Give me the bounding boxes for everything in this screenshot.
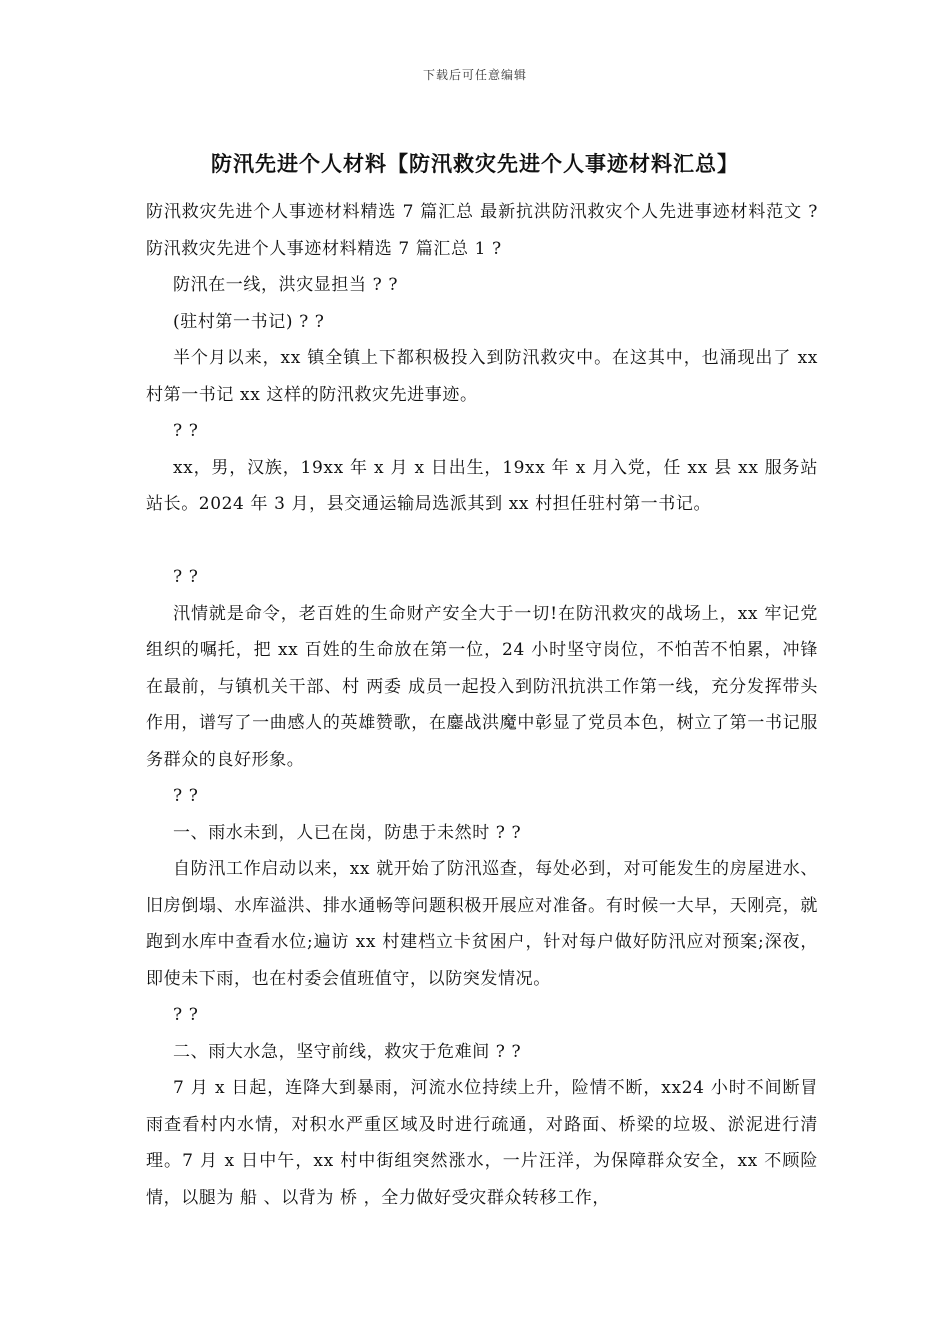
placeholder-line: ? ? (173, 1005, 199, 1025)
role-line: (驻村第一书记) ? ? (173, 311, 325, 332)
body-paragraph: 7 月 x 日起，连降大到暴雨，河流水位持续上升，险情不断，xx24 小时不间断冒雨查看村内水情，对积水严重区域及时进行疏通，对路面、桥梁的垃圾、淤泥进行清理。7 月 x 日中午，xx 村中街组突然涨水，一片汪洋，为保障群众安全，xx 不顾险情，以腿为 船 、以背为 桥 ，全力做好受灾群众转移工作， (146, 1078, 818, 1208)
placeholder-line: ? ? (173, 567, 199, 587)
blank-line (146, 523, 818, 560)
body-paragraph: 半个月以来，xx 镇全镇上下都积极投入到防汛救灾中。在这其中，也涌现出了 xx 村第一书记 xx 这样的防汛救灾先进事迹。 (146, 348, 818, 405)
body-paragraph: 自防汛工作启动以来，xx 就开始了防汛巡查，每处必到，对可能发生的房屋进水、旧房倒塌、水库溢洪、排水通畅等问题积极开展应对准备。有时候一大早，天刚亮，就跑到水库中查看水位;遍访 xx 村建档立卡贫困户，针对每户做好防汛应对预案;深夜，即使未下雨，也在村委会值班值守，以防突发情况。 (146, 859, 818, 989)
header-note: 下载后可任意编辑 (422, 68, 527, 82)
placeholder-line: ? ? (173, 421, 199, 441)
subtitle-line: 防汛在一线，洪灾显担当 ? ? (173, 275, 399, 295)
body-paragraph: xx，男，汉族，19xx 年 x 月 x 日出生，19xx 年 x 月入党，任 xx 县 xx 服务站站长。2024 年 3 月，县交通运输局选派其到 xx 村担任驻村第一书记。 (146, 457, 818, 514)
section-heading: 二、雨大水急，坚守前线，救灾于危难间 ? ? (173, 1041, 522, 1062)
placeholder-line: ? ? (173, 786, 199, 806)
document-title: 防汛先进个人材料【防汛救灾先进个人事迹材料汇总】 (211, 151, 739, 176)
section-heading: 一、雨水未到，人已在岗，防患于未然时 ? ? (173, 822, 522, 843)
document-body (146, 194, 818, 1216)
intro-paragraph: 防汛救灾先进个人事迹材料精选 7 篇汇总 最新抗洪防汛救灾个人先进事迹材料范文 ?防汛救灾先进个人事迹材料精选 7 篇汇总 1 ? (146, 202, 818, 259)
body-paragraph: 汛情就是命令，老百姓的生命财产安全大于一切!在防汛救灾的战场上，xx 牢记党组织的嘱托，把 xx 百姓的生命放在第一位，24 小时坚守岗位，不怕苦不怕累，冲锋在最前，与镇机关干部、村 两委 成员一起投入到防汛抗洪工作第一线，充分发挥带头作用，谱写了一曲感人的英雄赞歌，在鏖战洪魔中彰显了党员本色，树立了第一书记服务群众的良好形象。 (146, 603, 818, 770)
